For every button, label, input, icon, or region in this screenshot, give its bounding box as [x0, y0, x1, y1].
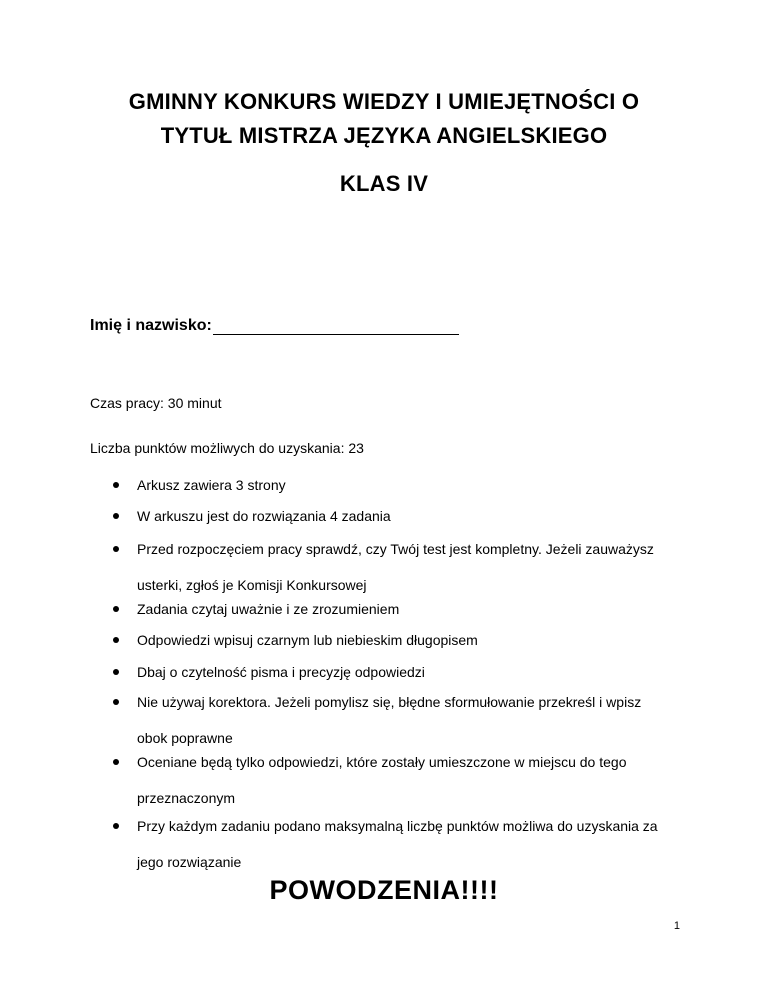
- list-item-text: Dbaj o czytelność pisma i precyzję odpowiedzi: [137, 664, 425, 680]
- bullet-icon: [113, 482, 119, 488]
- good-luck-heading: POWODZENIA!!!!: [269, 875, 499, 905]
- bullet-icon: [113, 759, 119, 765]
- bullet-icon: [113, 699, 119, 705]
- list-item: [113, 808, 673, 880]
- bullet-icon: [113, 823, 119, 829]
- list-item-text: W arkuszu jest do rozwiązania 4 zadania: [137, 508, 391, 524]
- title-line-3: KLAS IV: [339, 171, 429, 196]
- bullet-icon: [113, 546, 119, 552]
- name-label: Imię i nazwisko:: [90, 317, 212, 334]
- list-item-text: Przed rozpoczęciem pracy sprawdź, czy Twój test jest kompletny. Jeżeli zauważysz usterki, zgłoś je Komisji Konkursowej: [137, 541, 654, 593]
- bullet-icon: [113, 513, 119, 519]
- time-info: Czas pracy: 30 minut: [90, 395, 222, 411]
- list-item: [113, 744, 673, 816]
- list-item-text: Zadania czytaj uważnie i ze zrozumieniem: [137, 601, 400, 617]
- title-line-1: GMINNY KONKURS WIEDZY I UMIEJĘTNOŚCI O: [128, 89, 640, 114]
- list-item: [113, 498, 673, 534]
- name-underline-field[interactable]: [213, 316, 459, 335]
- page-number: 1: [673, 920, 680, 932]
- name-field-row: [90, 316, 459, 335]
- list-item-text: Oceniane będą tylko odpowiedzi, które zostały umieszczone w miejscu do tego przeznaczonym: [137, 754, 627, 806]
- list-item-text: Nie używaj korektora. Jeżeli pomylisz się, błędne sformułowanie przekreśl i wpisz obok poprawne: [137, 694, 642, 746]
- title-line-2: TYTUŁ MISTRZA JĘZYKA ANGIELSKIEGO: [160, 123, 608, 148]
- list-item-text: Przy każdym zadaniu podano maksymalną liczbę punktów możliwa do uzyskania za jego rozwiązanie: [137, 818, 658, 870]
- list-item-text: Arkusz zawiera 3 strony: [137, 477, 286, 493]
- list-item-text: Odpowiedzi wpisuj czarnym lub niebieskim długopisem: [137, 632, 478, 648]
- bullet-icon: [113, 669, 119, 675]
- points-info: Liczba punktów możliwych do uzyskania: 23: [90, 440, 364, 456]
- bullet-icon: [113, 606, 119, 612]
- list-item: [113, 622, 673, 658]
- bullet-icon: [113, 637, 119, 643]
